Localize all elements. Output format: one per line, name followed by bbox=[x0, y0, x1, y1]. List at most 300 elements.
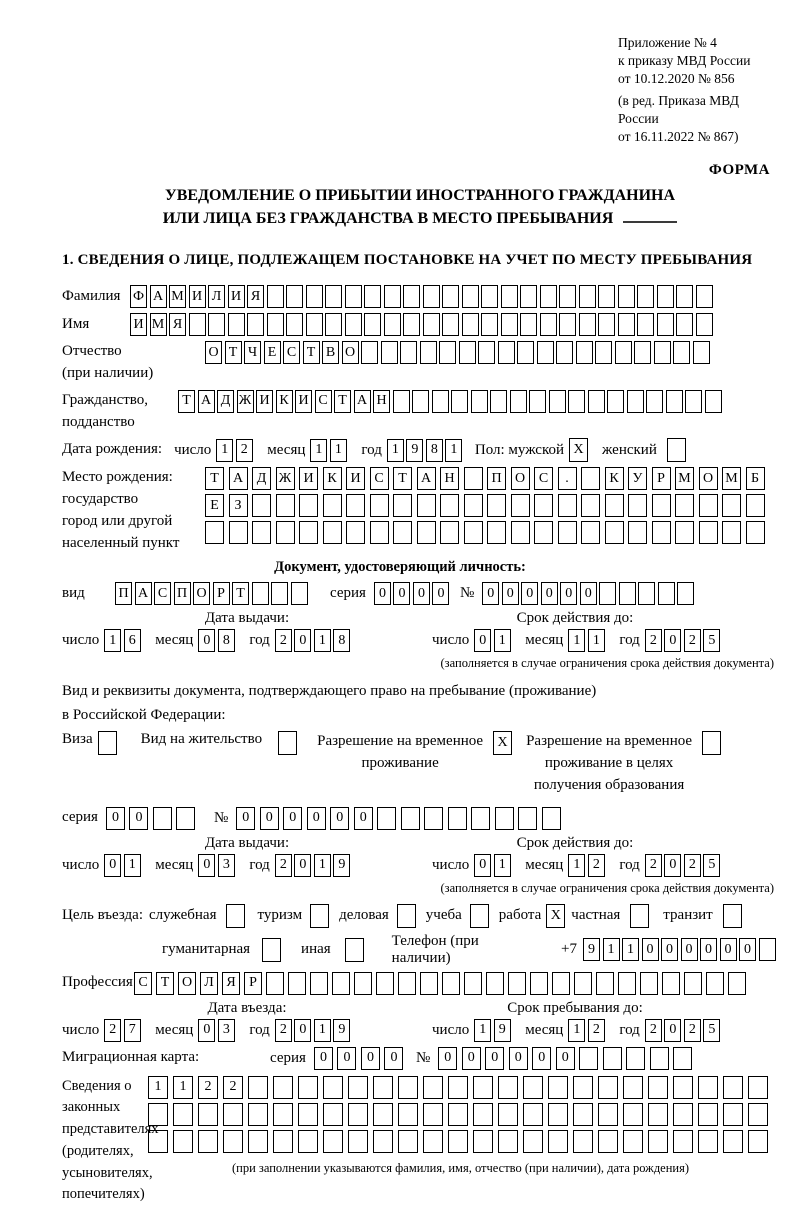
char-cell[interactable] bbox=[510, 390, 527, 413]
char-cell[interactable] bbox=[529, 390, 546, 413]
char-cell[interactable] bbox=[558, 494, 577, 517]
char-cell[interactable]: Т bbox=[303, 341, 320, 364]
char-cell[interactable]: 8 bbox=[333, 629, 350, 652]
purpose-business-checkbox[interactable] bbox=[397, 904, 416, 928]
char-cell[interactable] bbox=[423, 1076, 443, 1099]
char-cell[interactable]: Ф bbox=[130, 285, 147, 308]
char-cell[interactable] bbox=[684, 972, 702, 995]
char-cell[interactable] bbox=[298, 1076, 318, 1099]
char-cell[interactable]: П bbox=[115, 582, 132, 605]
char-cell[interactable] bbox=[588, 390, 605, 413]
char-cell[interactable] bbox=[603, 1047, 622, 1070]
char-cell[interactable]: Т bbox=[232, 582, 249, 605]
char-cell[interactable] bbox=[148, 1130, 168, 1153]
char-cell[interactable]: 3 bbox=[218, 854, 235, 877]
char-cell[interactable]: 0 bbox=[236, 807, 255, 830]
char-cell[interactable] bbox=[673, 341, 690, 364]
char-cell[interactable] bbox=[759, 938, 776, 961]
char-cell[interactable]: 2 bbox=[275, 1019, 292, 1042]
char-cell[interactable] bbox=[628, 521, 647, 544]
char-cell[interactable]: 0 bbox=[681, 938, 698, 961]
char-cell[interactable]: 0 bbox=[664, 1019, 681, 1042]
char-cell[interactable] bbox=[464, 972, 482, 995]
char-cell[interactable]: 1 bbox=[173, 1076, 193, 1099]
char-cell[interactable] bbox=[693, 341, 710, 364]
char-cell[interactable] bbox=[208, 313, 225, 336]
char-cell[interactable] bbox=[637, 285, 654, 308]
char-cell[interactable]: Т bbox=[205, 467, 224, 490]
char-cell[interactable] bbox=[573, 1103, 593, 1126]
char-cell[interactable]: Т bbox=[156, 972, 174, 995]
char-cell[interactable] bbox=[540, 285, 557, 308]
char-cell[interactable]: 9 bbox=[333, 1019, 350, 1042]
char-cell[interactable]: Р bbox=[652, 467, 671, 490]
char-cell[interactable] bbox=[423, 285, 440, 308]
char-cell[interactable]: Я bbox=[247, 285, 264, 308]
char-cell[interactable] bbox=[481, 313, 498, 336]
char-cell[interactable]: 1 bbox=[314, 629, 331, 652]
char-cell[interactable] bbox=[423, 1103, 443, 1126]
char-cell[interactable] bbox=[345, 313, 362, 336]
char-cell[interactable] bbox=[618, 313, 635, 336]
char-cell[interactable] bbox=[267, 313, 284, 336]
char-cell[interactable] bbox=[398, 1103, 418, 1126]
char-cell[interactable]: 2 bbox=[104, 1019, 121, 1042]
char-cell[interactable] bbox=[412, 390, 429, 413]
char-cell[interactable]: 5 bbox=[703, 854, 720, 877]
char-cell[interactable]: 0 bbox=[413, 582, 430, 605]
char-cell[interactable] bbox=[361, 341, 378, 364]
char-cell[interactable]: И bbox=[346, 467, 365, 490]
char-cell[interactable] bbox=[462, 313, 479, 336]
char-cell[interactable]: И bbox=[130, 313, 147, 336]
char-cell[interactable] bbox=[403, 313, 420, 336]
char-cell[interactable] bbox=[657, 313, 674, 336]
char-cell[interactable] bbox=[348, 1076, 368, 1099]
char-cell[interactable] bbox=[424, 807, 443, 830]
char-cell[interactable]: 2 bbox=[588, 854, 605, 877]
char-cell[interactable]: З bbox=[229, 494, 248, 517]
char-cell[interactable]: М bbox=[150, 313, 167, 336]
char-cell[interactable] bbox=[534, 521, 553, 544]
char-cell[interactable] bbox=[698, 1130, 718, 1153]
char-cell[interactable] bbox=[198, 1130, 218, 1153]
char-cell[interactable] bbox=[448, 1130, 468, 1153]
char-cell[interactable]: 0 bbox=[661, 938, 678, 961]
char-cell[interactable] bbox=[596, 972, 614, 995]
char-cell[interactable] bbox=[306, 285, 323, 308]
char-cell[interactable]: И bbox=[189, 285, 206, 308]
char-cell[interactable] bbox=[558, 521, 577, 544]
char-cell[interactable] bbox=[248, 1103, 268, 1126]
char-cell[interactable] bbox=[548, 1103, 568, 1126]
char-cell[interactable] bbox=[598, 1103, 618, 1126]
char-cell[interactable]: М bbox=[675, 467, 694, 490]
char-cell[interactable] bbox=[511, 494, 530, 517]
char-cell[interactable]: Е bbox=[205, 494, 224, 517]
char-cell[interactable] bbox=[581, 521, 600, 544]
char-cell[interactable] bbox=[623, 1076, 643, 1099]
char-cell[interactable]: 1 bbox=[216, 439, 233, 462]
char-cell[interactable] bbox=[549, 390, 566, 413]
char-cell[interactable]: 0 bbox=[509, 1047, 528, 1070]
char-cell[interactable]: С bbox=[283, 341, 300, 364]
char-cell[interactable]: 1 bbox=[445, 439, 462, 462]
char-cell[interactable]: 2 bbox=[645, 629, 662, 652]
char-cell[interactable] bbox=[579, 313, 596, 336]
char-cell[interactable] bbox=[252, 494, 271, 517]
char-cell[interactable]: У bbox=[628, 467, 647, 490]
char-cell[interactable] bbox=[442, 285, 459, 308]
char-cell[interactable] bbox=[548, 1076, 568, 1099]
char-cell[interactable] bbox=[420, 972, 438, 995]
char-cell[interactable] bbox=[696, 313, 713, 336]
char-cell[interactable] bbox=[323, 494, 342, 517]
purpose-tourism-checkbox[interactable] bbox=[310, 904, 329, 928]
char-cell[interactable]: 9 bbox=[583, 938, 600, 961]
char-cell[interactable]: Л bbox=[208, 285, 225, 308]
char-cell[interactable]: 2 bbox=[684, 854, 701, 877]
char-cell[interactable] bbox=[598, 313, 615, 336]
char-cell[interactable]: . bbox=[558, 467, 577, 490]
char-cell[interactable] bbox=[228, 313, 245, 336]
char-cell[interactable] bbox=[598, 1130, 618, 1153]
char-cell[interactable]: 9 bbox=[494, 1019, 511, 1042]
char-cell[interactable]: 5 bbox=[703, 629, 720, 652]
char-cell[interactable] bbox=[605, 494, 624, 517]
char-cell[interactable] bbox=[448, 1103, 468, 1126]
char-cell[interactable] bbox=[534, 494, 553, 517]
char-cell[interactable]: 1 bbox=[568, 1019, 585, 1042]
char-cell[interactable] bbox=[471, 807, 490, 830]
char-cell[interactable] bbox=[623, 1103, 643, 1126]
char-cell[interactable]: Т bbox=[178, 390, 195, 413]
char-cell[interactable]: Ч bbox=[244, 341, 261, 364]
char-cell[interactable] bbox=[579, 1047, 598, 1070]
char-cell[interactable]: 2 bbox=[645, 1019, 662, 1042]
char-cell[interactable] bbox=[696, 285, 713, 308]
char-cell[interactable] bbox=[247, 313, 264, 336]
char-cell[interactable] bbox=[345, 285, 362, 308]
char-cell[interactable]: 0 bbox=[521, 582, 538, 605]
char-cell[interactable] bbox=[748, 1130, 768, 1153]
char-cell[interactable] bbox=[573, 1076, 593, 1099]
char-cell[interactable] bbox=[511, 521, 530, 544]
temp-permit-edu-checkbox[interactable] bbox=[702, 731, 721, 755]
char-cell[interactable] bbox=[652, 494, 671, 517]
char-cell[interactable] bbox=[540, 313, 557, 336]
char-cell[interactable]: 0 bbox=[260, 807, 279, 830]
char-cell[interactable]: 0 bbox=[462, 1047, 481, 1070]
char-cell[interactable]: П bbox=[174, 582, 191, 605]
char-cell[interactable] bbox=[517, 341, 534, 364]
char-cell[interactable] bbox=[273, 1103, 293, 1126]
purpose-humanitarian-checkbox[interactable] bbox=[262, 938, 281, 962]
char-cell[interactable] bbox=[568, 390, 585, 413]
char-cell[interactable] bbox=[607, 390, 624, 413]
char-cell[interactable] bbox=[478, 341, 495, 364]
char-cell[interactable] bbox=[638, 582, 655, 605]
char-cell[interactable] bbox=[420, 341, 437, 364]
char-cell[interactable] bbox=[364, 285, 381, 308]
char-cell[interactable] bbox=[573, 1130, 593, 1153]
char-cell[interactable]: 0 bbox=[354, 807, 373, 830]
char-cell[interactable] bbox=[576, 341, 593, 364]
char-cell[interactable]: 3 bbox=[218, 1019, 235, 1042]
char-cell[interactable] bbox=[599, 582, 616, 605]
char-cell[interactable]: Ж bbox=[237, 390, 254, 413]
char-cell[interactable] bbox=[748, 1076, 768, 1099]
char-cell[interactable]: 1 bbox=[148, 1076, 168, 1099]
char-cell[interactable]: О bbox=[205, 341, 222, 364]
char-cell[interactable]: 0 bbox=[502, 582, 519, 605]
char-cell[interactable]: 0 bbox=[739, 938, 756, 961]
char-cell[interactable]: А bbox=[150, 285, 167, 308]
char-cell[interactable] bbox=[348, 1103, 368, 1126]
char-cell[interactable] bbox=[384, 285, 401, 308]
char-cell[interactable] bbox=[189, 313, 206, 336]
char-cell[interactable]: 8 bbox=[426, 439, 443, 462]
char-cell[interactable] bbox=[581, 494, 600, 517]
char-cell[interactable] bbox=[439, 341, 456, 364]
purpose-other-checkbox[interactable] bbox=[345, 938, 364, 962]
char-cell[interactable] bbox=[223, 1130, 243, 1153]
char-cell[interactable] bbox=[548, 1130, 568, 1153]
purpose-private-checkbox[interactable] bbox=[630, 904, 649, 928]
char-cell[interactable] bbox=[423, 1130, 443, 1153]
char-cell[interactable] bbox=[658, 582, 675, 605]
char-cell[interactable]: 1 bbox=[330, 439, 347, 462]
residence-permit-checkbox[interactable] bbox=[278, 731, 297, 755]
char-cell[interactable]: 0 bbox=[283, 807, 302, 830]
char-cell[interactable] bbox=[654, 341, 671, 364]
char-cell[interactable] bbox=[298, 1103, 318, 1126]
char-cell[interactable] bbox=[464, 467, 483, 490]
char-cell[interactable] bbox=[376, 972, 394, 995]
char-cell[interactable]: А bbox=[229, 467, 248, 490]
char-cell[interactable] bbox=[432, 390, 449, 413]
char-cell[interactable] bbox=[498, 1130, 518, 1153]
char-cell[interactable] bbox=[332, 972, 350, 995]
char-cell[interactable]: О bbox=[342, 341, 359, 364]
char-cell[interactable]: А bbox=[135, 582, 152, 605]
char-cell[interactable]: Я bbox=[222, 972, 240, 995]
char-cell[interactable]: 2 bbox=[223, 1076, 243, 1099]
char-cell[interactable] bbox=[542, 807, 561, 830]
char-cell[interactable] bbox=[498, 341, 515, 364]
char-cell[interactable] bbox=[148, 1103, 168, 1126]
char-cell[interactable] bbox=[648, 1130, 668, 1153]
char-cell[interactable] bbox=[746, 521, 765, 544]
char-cell[interactable] bbox=[348, 1130, 368, 1153]
char-cell[interactable]: 2 bbox=[275, 629, 292, 652]
char-cell[interactable] bbox=[325, 285, 342, 308]
char-cell[interactable]: Н bbox=[373, 390, 390, 413]
char-cell[interactable] bbox=[448, 1076, 468, 1099]
char-cell[interactable]: И bbox=[256, 390, 273, 413]
char-cell[interactable]: 0 bbox=[580, 582, 597, 605]
char-cell[interactable] bbox=[393, 494, 412, 517]
char-cell[interactable] bbox=[373, 1103, 393, 1126]
char-cell[interactable] bbox=[299, 521, 318, 544]
char-cell[interactable] bbox=[276, 494, 295, 517]
char-cell[interactable] bbox=[657, 285, 674, 308]
char-cell[interactable] bbox=[705, 390, 722, 413]
char-cell[interactable]: 2 bbox=[645, 854, 662, 877]
char-cell[interactable]: И bbox=[299, 467, 318, 490]
char-cell[interactable]: 0 bbox=[307, 807, 326, 830]
char-cell[interactable] bbox=[364, 313, 381, 336]
char-cell[interactable] bbox=[448, 807, 467, 830]
char-cell[interactable] bbox=[252, 521, 271, 544]
char-cell[interactable] bbox=[618, 285, 635, 308]
char-cell[interactable] bbox=[267, 285, 284, 308]
sex-male-checkbox[interactable]: X bbox=[569, 438, 588, 462]
char-cell[interactable] bbox=[487, 521, 506, 544]
sex-female-checkbox[interactable] bbox=[667, 438, 686, 462]
char-cell[interactable]: 1 bbox=[568, 854, 585, 877]
char-cell[interactable] bbox=[559, 285, 576, 308]
char-cell[interactable] bbox=[530, 972, 548, 995]
char-cell[interactable]: 9 bbox=[333, 854, 350, 877]
char-cell[interactable] bbox=[495, 807, 514, 830]
char-cell[interactable] bbox=[650, 1047, 669, 1070]
char-cell[interactable] bbox=[323, 1130, 343, 1153]
char-cell[interactable] bbox=[652, 521, 671, 544]
char-cell[interactable] bbox=[581, 467, 600, 490]
char-cell[interactable] bbox=[273, 1076, 293, 1099]
char-cell[interactable]: Б bbox=[746, 467, 765, 490]
char-cell[interactable] bbox=[627, 390, 644, 413]
char-cell[interactable]: 1 bbox=[494, 854, 511, 877]
char-cell[interactable] bbox=[370, 494, 389, 517]
char-cell[interactable] bbox=[615, 341, 632, 364]
char-cell[interactable]: 0 bbox=[642, 938, 659, 961]
char-cell[interactable]: 1 bbox=[124, 854, 141, 877]
char-cell[interactable]: О bbox=[511, 467, 530, 490]
char-cell[interactable] bbox=[373, 1076, 393, 1099]
char-cell[interactable]: С bbox=[154, 582, 171, 605]
char-cell[interactable] bbox=[173, 1130, 193, 1153]
char-cell[interactable] bbox=[598, 285, 615, 308]
char-cell[interactable] bbox=[486, 972, 504, 995]
char-cell[interactable] bbox=[401, 807, 420, 830]
char-cell[interactable] bbox=[346, 521, 365, 544]
char-cell[interactable]: 0 bbox=[337, 1047, 356, 1070]
char-cell[interactable] bbox=[381, 341, 398, 364]
char-cell[interactable]: Я bbox=[169, 313, 186, 336]
char-cell[interactable] bbox=[417, 521, 436, 544]
char-cell[interactable]: 8 bbox=[218, 629, 235, 652]
char-cell[interactable] bbox=[310, 972, 328, 995]
char-cell[interactable]: К bbox=[605, 467, 624, 490]
char-cell[interactable] bbox=[628, 494, 647, 517]
char-cell[interactable] bbox=[423, 313, 440, 336]
char-cell[interactable] bbox=[673, 1130, 693, 1153]
char-cell[interactable] bbox=[676, 285, 693, 308]
char-cell[interactable] bbox=[699, 521, 718, 544]
char-cell[interactable] bbox=[384, 313, 401, 336]
char-cell[interactable] bbox=[673, 1103, 693, 1126]
char-cell[interactable] bbox=[464, 521, 483, 544]
char-cell[interactable] bbox=[354, 972, 372, 995]
char-cell[interactable]: 0 bbox=[361, 1047, 380, 1070]
char-cell[interactable]: 0 bbox=[198, 629, 215, 652]
char-cell[interactable] bbox=[552, 972, 570, 995]
char-cell[interactable]: М bbox=[722, 467, 741, 490]
char-cell[interactable]: 6 bbox=[124, 629, 141, 652]
char-cell[interactable] bbox=[451, 390, 468, 413]
char-cell[interactable] bbox=[574, 972, 592, 995]
char-cell[interactable] bbox=[698, 1076, 718, 1099]
char-cell[interactable]: 2 bbox=[588, 1019, 605, 1042]
char-cell[interactable] bbox=[722, 521, 741, 544]
char-cell[interactable] bbox=[205, 521, 224, 544]
char-cell[interactable] bbox=[417, 494, 436, 517]
char-cell[interactable] bbox=[579, 285, 596, 308]
char-cell[interactable] bbox=[271, 582, 288, 605]
char-cell[interactable] bbox=[677, 582, 694, 605]
char-cell[interactable] bbox=[153, 807, 172, 830]
char-cell[interactable] bbox=[440, 494, 459, 517]
char-cell[interactable]: 0 bbox=[106, 807, 125, 830]
char-cell[interactable]: 5 bbox=[703, 1019, 720, 1042]
char-cell[interactable]: С bbox=[315, 390, 332, 413]
char-cell[interactable] bbox=[442, 313, 459, 336]
char-cell[interactable]: 0 bbox=[374, 582, 391, 605]
char-cell[interactable] bbox=[501, 313, 518, 336]
char-cell[interactable] bbox=[723, 1103, 743, 1126]
purpose-work-checkbox[interactable]: X bbox=[546, 904, 565, 928]
char-cell[interactable] bbox=[176, 807, 195, 830]
char-cell[interactable] bbox=[462, 285, 479, 308]
char-cell[interactable] bbox=[248, 1076, 268, 1099]
char-cell[interactable] bbox=[706, 972, 724, 995]
char-cell[interactable]: А bbox=[354, 390, 371, 413]
char-cell[interactable]: Ж bbox=[276, 467, 295, 490]
char-cell[interactable] bbox=[675, 521, 694, 544]
char-cell[interactable]: 1 bbox=[314, 854, 331, 877]
char-cell[interactable]: 0 bbox=[198, 1019, 215, 1042]
char-cell[interactable] bbox=[229, 521, 248, 544]
char-cell[interactable] bbox=[252, 582, 269, 605]
char-cell[interactable]: 2 bbox=[236, 439, 253, 462]
char-cell[interactable]: С bbox=[534, 467, 553, 490]
char-cell[interactable]: 0 bbox=[556, 1047, 575, 1070]
char-cell[interactable] bbox=[325, 313, 342, 336]
char-cell[interactable] bbox=[662, 972, 680, 995]
char-cell[interactable] bbox=[473, 1076, 493, 1099]
char-cell[interactable] bbox=[518, 807, 537, 830]
char-cell[interactable]: 0 bbox=[384, 1047, 403, 1070]
char-cell[interactable]: 1 bbox=[494, 629, 511, 652]
char-cell[interactable] bbox=[481, 285, 498, 308]
char-cell[interactable]: 1 bbox=[568, 629, 585, 652]
char-cell[interactable] bbox=[266, 972, 284, 995]
char-cell[interactable]: 0 bbox=[482, 582, 499, 605]
char-cell[interactable]: 0 bbox=[720, 938, 737, 961]
char-cell[interactable] bbox=[291, 582, 308, 605]
char-cell[interactable]: 0 bbox=[393, 582, 410, 605]
char-cell[interactable] bbox=[400, 341, 417, 364]
visa-checkbox[interactable] bbox=[98, 731, 117, 755]
char-cell[interactable] bbox=[398, 972, 416, 995]
char-cell[interactable] bbox=[377, 807, 396, 830]
char-cell[interactable]: 0 bbox=[560, 582, 577, 605]
char-cell[interactable]: 0 bbox=[541, 582, 558, 605]
char-cell[interactable] bbox=[248, 1130, 268, 1153]
char-cell[interactable]: 0 bbox=[438, 1047, 457, 1070]
